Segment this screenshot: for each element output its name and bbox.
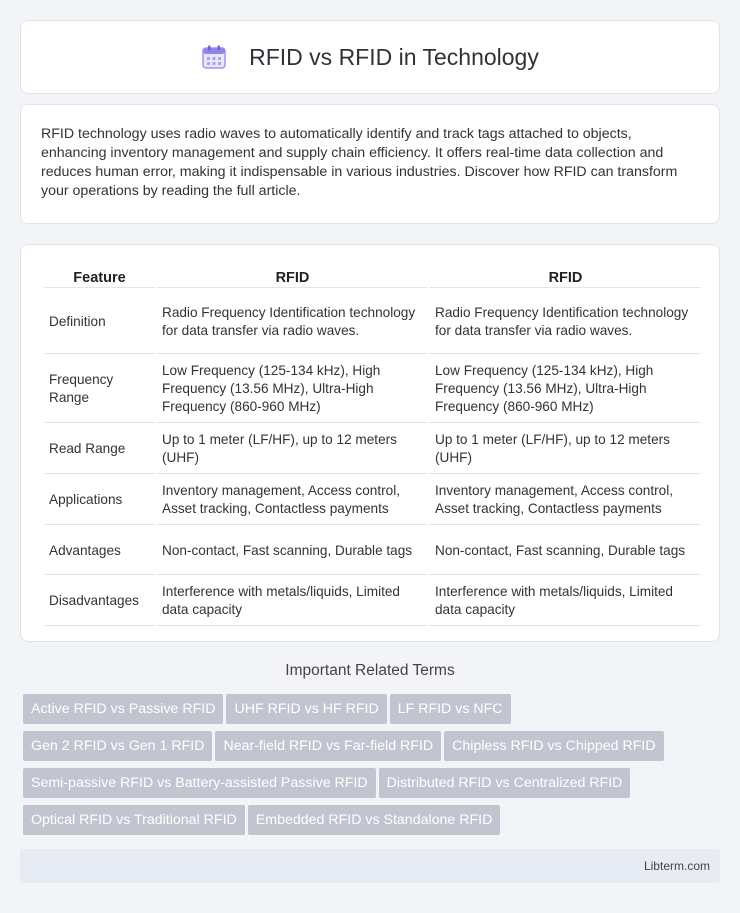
- table-row: [44, 425, 701, 474]
- table-cell: Advantages: [44, 527, 155, 575]
- table-cell: Low Frequency (125-134 kHz), High Frequency (13.56 MHz), Ultra-High Frequency (860-960 MHz): [430, 356, 701, 423]
- table-cell: Low Frequency (125-134 kHz), High Frequency (13.56 MHz), Ultra-High Frequency (860-960 MHz): [157, 356, 428, 423]
- related-terms-heading: Important Related Terms: [285, 662, 455, 679]
- footer-site-link[interactable]: Libterm.com: [643, 859, 710, 873]
- related-term-tag[interactable]: Active RFID vs Passive RFID: [23, 694, 223, 724]
- column-header-rfid-b: RFID: [430, 267, 701, 288]
- table-cell: Non-contact, Fast scanning, Durable tags: [430, 527, 701, 575]
- comparison-card: [20, 244, 720, 642]
- table-cell: Radio Frequency Identification technology for data transfer via radio waves.: [430, 290, 701, 354]
- related-term-tag[interactable]: Chipless RFID vs Chipped RFID: [444, 731, 663, 761]
- table-cell: Interference with metals/liquids, Limited data capacity: [157, 577, 428, 626]
- table-cell: Up to 1 meter (LF/HF), up to 12 meters (UHF): [157, 425, 428, 474]
- table-cell: Frequency Range: [44, 356, 155, 423]
- related-term-tag[interactable]: Optical RFID vs Traditional RFID: [23, 805, 245, 835]
- table-row: [44, 476, 701, 525]
- table-cell: Non-contact, Fast scanning, Durable tags: [157, 527, 428, 575]
- table-cell: Inventory management, Access control, Asset tracking, Contactless payments: [157, 476, 428, 525]
- related-term-tag[interactable]: Near-field RFID vs Far-field RFID: [215, 731, 441, 761]
- table-row: [44, 290, 701, 354]
- title-card: [20, 20, 720, 94]
- related-terms-list: [23, 694, 723, 842]
- table-cell: Applications: [44, 476, 155, 525]
- table-cell: Inventory management, Access control, Asset tracking, Contactless payments: [430, 476, 701, 525]
- page-title: RFID vs RFID in Technology: [249, 43, 539, 70]
- table-cell: Interference with metals/liquids, Limited data capacity: [430, 577, 701, 626]
- table-cell: Radio Frequency Identification technology for data transfer via radio waves.: [157, 290, 428, 354]
- related-term-tag[interactable]: Distributed RFID vs Centralized RFID: [379, 768, 631, 798]
- related-term-tag[interactable]: LF RFID vs NFC: [390, 694, 511, 724]
- table-row: [44, 577, 701, 626]
- intro-card: [20, 104, 720, 224]
- table-cell: Definition: [44, 290, 155, 354]
- table-cell: Read Range: [44, 425, 155, 474]
- column-header-rfid-a: RFID: [157, 267, 428, 288]
- table-header-row: [44, 267, 701, 288]
- related-term-tag[interactable]: Gen 2 RFID vs Gen 1 RFID: [23, 731, 212, 761]
- table-cell: Up to 1 meter (LF/HF), up to 12 meters (UHF): [430, 425, 701, 474]
- footer: [20, 849, 720, 883]
- calendar-icon: [201, 44, 227, 70]
- intro-text: RFID technology uses radio waves to automatically identify and track tags attached to objects, enhancing inventory management and supply chain efficiency. It offers real-time data collection and reduces human error, making it indispensable in various industries. Discover how RFID can transform your operations by reading the full article.: [41, 126, 678, 199]
- table-cell: Disadvantages: [44, 577, 155, 626]
- table-row: [44, 527, 701, 575]
- table-row: [44, 356, 701, 423]
- related-term-tag[interactable]: Embedded RFID vs Standalone RFID: [248, 805, 501, 835]
- comparison-table: [42, 265, 703, 628]
- related-term-tag[interactable]: Semi-passive RFID vs Battery-assisted Passive RFID: [23, 768, 376, 798]
- column-header-feature: Feature: [44, 267, 155, 288]
- related-term-tag[interactable]: UHF RFID vs HF RFID: [226, 694, 386, 724]
